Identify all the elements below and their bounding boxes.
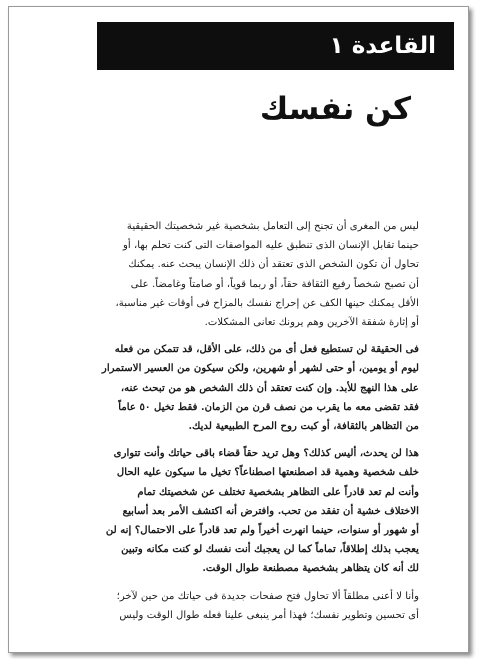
text-line: وأنت لم تعد قادراً على التظاهر بشخصية تختلف عن شخصيتك تمام xyxy=(137,485,419,498)
text-line: وأنا لا أعنى مطلقاً ألا تحاول فتح صفحات جديدة فى حياتك من حين لآخر؛ xyxy=(116,590,419,602)
text-line: يعجب بذلك إطلاقاً، تماماً كما لن يعجبك أنت نفسك لو كنت مكانه وتبين xyxy=(121,543,419,556)
text-line: الاختلاف خشية أن تفقد من تحب. وافترض أنه اكتشف الأمر بعد أسابيع xyxy=(122,504,419,517)
text-line: فى الحقيقة لن تستطيع فعل أى من ذلك، على الأقل، قد تتمكن من فعله xyxy=(114,343,419,356)
text-line: حينما تقابل الإنسان الذى تنطبق عليه المواصفات التى كنت تحلم بها، أو xyxy=(122,240,419,252)
text-line: أو شهور أو سنوات، حينما انهرت أخيراً ولم تعد قادراً على الاحتمال؟ إنه لن xyxy=(105,524,419,537)
chapter-title: كن نفسك xyxy=(259,91,411,127)
text-line: فقد تقضى معه ما يقرب من نصف قرن من الزمان. فقط تخيل ٥٠ عاماً xyxy=(118,400,419,413)
text-line: لك أنه كان يتظاهر بشخصية مصطنعة طوال الوقت. xyxy=(202,562,419,575)
text-line: من التظاهر بالثقافة، أو كبت روح المرح الطبيعية لديك. xyxy=(188,420,419,433)
text-line: أن تصبح شخصاً رفيع الثقافة حقاً، أو ربما قوياً، أو صامتاً وغامضاً. على xyxy=(130,278,419,290)
paragraph xyxy=(63,444,419,578)
text-line: أو إثارة شفقة الآخرين وهم يرونك تعانى المشكلات. xyxy=(204,317,419,329)
paragraph xyxy=(63,217,419,332)
chapter-header-bar xyxy=(97,22,454,70)
paragraph xyxy=(63,587,419,625)
text-line: هذا لن يحدث، أليس كذلك؟ وهل تريد حقاً قضاء باقى حياتك وأنت تتوارى xyxy=(113,447,419,460)
text-line: ليوم أو يومين، أو حتى لشهر أو شهرين، ولكن سيكون من العسير الاستمرار xyxy=(101,362,419,375)
body-text xyxy=(63,217,419,633)
text-line: تحاول أن تكون الشخص الذى تعتقد أن ذلك الإنسان يبحث عنه. يمكنك xyxy=(128,259,419,271)
text-line: أى تحسين وتطوير نفسك؛ فهذا أمر ينبغى علينا فعله طوال الوقت وليس xyxy=(119,609,419,621)
text-line: ليس من المغرى أن تجنح إلى التعامل بشخصية غير شخصيتك الحقيقية xyxy=(126,221,419,232)
text-line: الأقل يمكنك حينها الكف عن إحراج نفسك بالمزاح فى أوقات غير مناسبة، xyxy=(115,297,419,309)
chapter-label: القاعدة ١ xyxy=(329,33,436,59)
paragraph xyxy=(63,340,419,436)
book-page xyxy=(8,6,469,653)
text-line: خلف شخصية وهمية قد اصطنعتها اصطناعاً؟ تخيل ما سيكون عليه الحال xyxy=(116,466,419,479)
text-line: على هذا النهج للأبد. وإن كنت تعتقد أن ذلك الشخص هو من تبحث عنه، xyxy=(120,381,419,394)
